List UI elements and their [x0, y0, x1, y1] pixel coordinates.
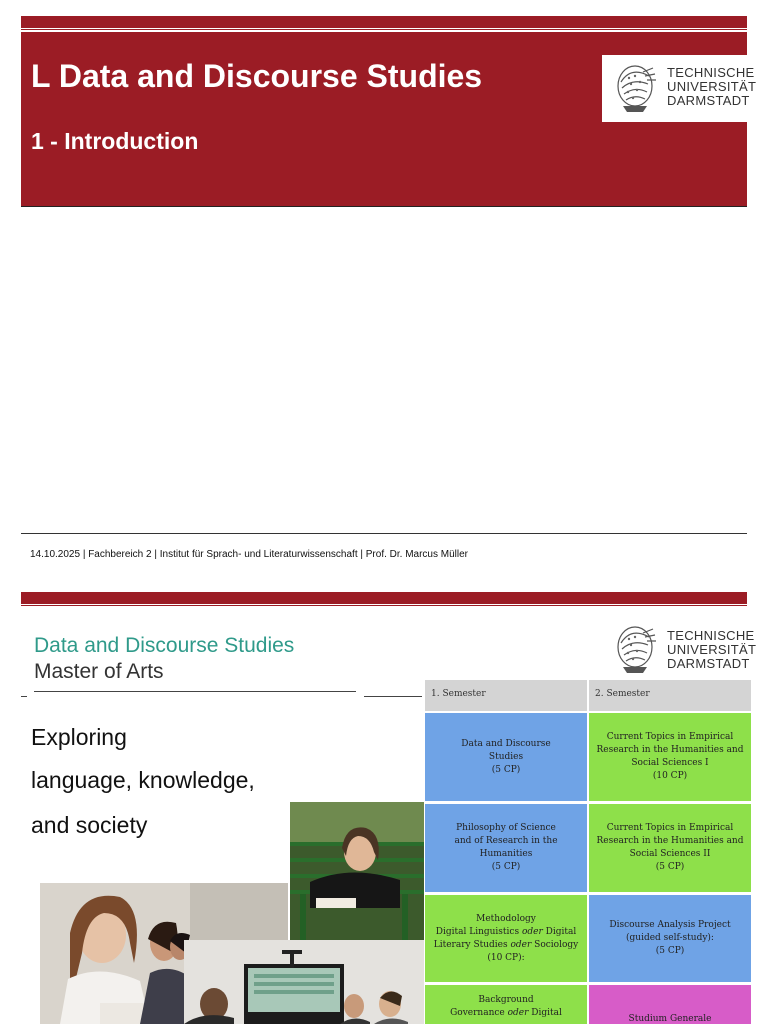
- tagline-line-3: and society: [31, 812, 148, 838]
- title-underline: [34, 691, 356, 692]
- tu-darmstadt-logo: [602, 620, 758, 678]
- slide1-banner-rule: [21, 206, 747, 207]
- module-studium-generale: [589, 985, 751, 1024]
- module-line: Social Sciences II: [629, 849, 711, 859]
- slide2-top-bar: [21, 592, 747, 604]
- module-line: Literary Studies oder Sociology: [433, 939, 579, 950]
- module-line: Discourse Analysis Project: [609, 920, 731, 930]
- module-line: Current Topics in Empirical: [606, 732, 734, 742]
- logo-wordmark: [667, 66, 756, 108]
- slide-footer: 14.10.2025 | Fachbereich 2 | Institut für Sprach- und Literaturwissenschaft | Prof. Dr. Marcus Müller: [30, 549, 468, 560]
- rule-fragment: [364, 696, 422, 697]
- student-reading-photo: [290, 802, 424, 940]
- slide1-footer-rule: [21, 533, 747, 534]
- module-line: Background: [478, 995, 534, 1005]
- logo-line-2: UNIVERSITÄT: [667, 642, 757, 657]
- slide2-top-rule: [21, 605, 747, 606]
- module-line: (guided self-study):: [626, 933, 714, 943]
- module-background: [425, 985, 587, 1024]
- slide1-top-bar: [21, 16, 747, 28]
- module-credits: (5 CP): [491, 862, 521, 872]
- module-line: Digital Linguistics oder Digital: [435, 926, 577, 937]
- logo-wordmark: [667, 629, 756, 671]
- module-data-and-discourse-studies: [425, 713, 587, 801]
- module-line: Governance oder Digital: [450, 1008, 562, 1018]
- module-line: Data and Discourse: [461, 738, 551, 749]
- logo-line-3: DARMSTADT: [667, 656, 750, 671]
- module-line: Research in the Humanities and: [596, 836, 744, 846]
- module-methodology: [425, 895, 587, 982]
- table-header-semester-2: 2. Semester: [589, 680, 751, 711]
- module-current-topics-1: [589, 713, 751, 801]
- module-credits: (5 CP): [491, 764, 521, 775]
- tagline-line-1: Exploring: [31, 724, 127, 750]
- module-line: Humanities: [479, 849, 533, 859]
- logo-line-2: UNIVERSITÄT: [667, 79, 757, 94]
- module-credits: (5 CP): [655, 946, 685, 956]
- program-title: Data and Discourse Studies: [34, 634, 295, 657]
- module-credits: (5 CP): [655, 862, 685, 872]
- module-discourse-analysis-project: [589, 895, 751, 982]
- athena-head-icon: [613, 623, 659, 675]
- tagline-line-2: language, knowledge,: [31, 767, 255, 793]
- module-credits: (10 CP): [652, 771, 688, 781]
- module-line: Social Sciences I: [631, 758, 709, 768]
- module-current-topics-2: [589, 804, 751, 892]
- logo-line-1: TECHNISCHE: [667, 628, 755, 643]
- slide1-top-rule: [21, 29, 747, 30]
- slide-subtitle: 1 - Introduction: [31, 128, 199, 154]
- athena-head-icon: [613, 62, 659, 114]
- table-header-semester-1: 1. Semester: [425, 680, 587, 711]
- tu-darmstadt-logo: [602, 55, 758, 122]
- module-credits: (10 CP):: [487, 952, 525, 963]
- degree-label: Master of Arts: [34, 660, 164, 683]
- module-line: Methodology: [476, 913, 536, 924]
- computer-lab-photo: [184, 940, 424, 1024]
- module-line: and of Research in the: [454, 836, 558, 846]
- rule-fragment: [21, 696, 27, 697]
- module-line: Current Topics in Empirical: [606, 823, 734, 833]
- module-philosophy-of-science: [425, 804, 587, 892]
- module-line: Philosophy of Science: [456, 823, 556, 833]
- module-line: Studium Generale: [628, 1014, 712, 1024]
- module-line: Research in the Humanities and: [596, 745, 744, 755]
- module-line: Studies: [488, 751, 524, 762]
- logo-line-1: TECHNISCHE: [667, 65, 755, 80]
- slide-title: L Data and Discourse Studies: [31, 58, 483, 94]
- logo-line-3: DARMSTADT: [667, 93, 750, 108]
